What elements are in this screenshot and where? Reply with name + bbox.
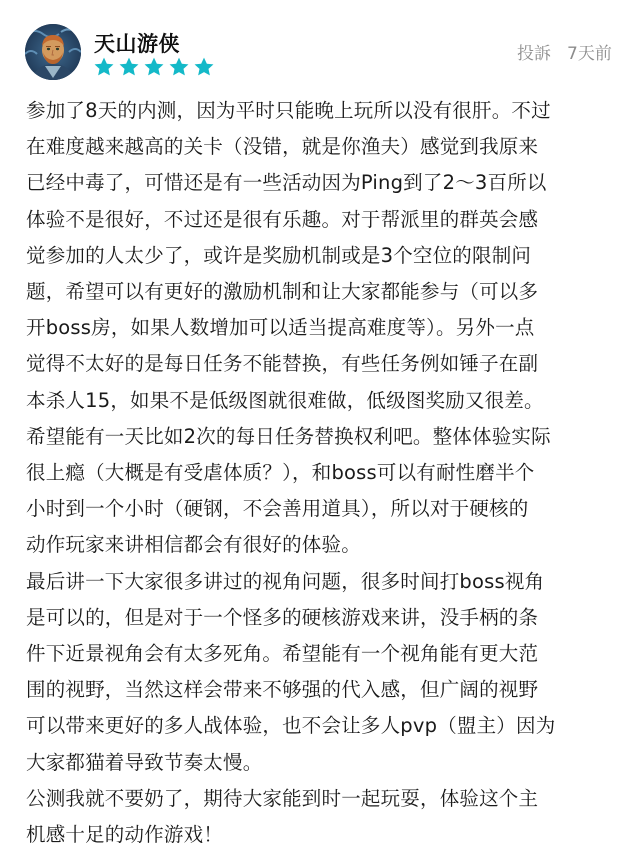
review-text [26, 93, 620, 853]
review-line: 机感十足的动作游戏！ [26, 823, 224, 847]
report-link[interactable]: 投訴 [517, 44, 551, 64]
star-icon [118, 56, 140, 78]
review-line: 小时到一个小时（硬钢，不会善用道具），所以对于硬核的 [26, 497, 529, 521]
post-time: 7天前 [567, 44, 612, 64]
review-line: 动作玩家来讲相信都会有很好的体验。 [26, 533, 361, 557]
review-line: 开boss房，如果人数增加可以适当提高难度等）。另外一点 [26, 316, 535, 340]
star-icon [93, 56, 115, 78]
review-line: 本杀人15，如果不是低级图就很难做，低级图奖励又很差。 [26, 388, 544, 412]
review-line: 很上瘾（大概是有受虐体质？），和boss可以有耐性磨半个 [26, 461, 535, 485]
review-line: 公测我就不要奶了，期待大家能到时一起玩耍，体验这个主 [26, 786, 539, 810]
star-icon [193, 56, 215, 78]
review-line: 觉得不太好的是每日任务不能替换，有些任务例如锤子在副 [26, 352, 539, 376]
review-line: 件下近景视角会有太多死角。希望能有一个视角能有更大范 [26, 642, 539, 666]
review-header [0, 0, 640, 90]
review-line: 最后讲一下大家很多讲过的视角问题，很多时间打boss视角 [26, 569, 545, 593]
review-line: 参加了8天的内测，因为平时只能晚上玩所以没有很肝。不过 [26, 99, 551, 122]
star-icon [168, 56, 190, 78]
review-line: 希望能有一天比如2次的每日任务替换权利吧。整体体验实际 [26, 424, 551, 448]
star-icon [143, 56, 165, 78]
avatar[interactable] [25, 24, 81, 80]
review-line: 题，希望可以有更好的激励机制和让大家都能参与（可以多 [26, 280, 539, 304]
review-line: 体验不是很好，不过还是很有乐趣。对于帮派里的群英会感 [26, 207, 539, 231]
review-line: 觉参加的人太少了，或许是奖励机制或是3个空位的限制问 [26, 243, 532, 267]
portrait-avatar-icon [25, 24, 81, 80]
review-line: 可以带来更好的多人战体验，也不会让多人pvp（盟主）因为 [26, 714, 556, 738]
review-line: 是可以的，但是对于一个怪多的硬核游戏来讲，没手柄的条 [26, 605, 539, 629]
review-line: 已经中毒了，可惜还是有一些活动因为Ping到了2～3百所以 [26, 171, 547, 195]
star-rating [93, 56, 215, 78]
review-line: 在难度越来越高的关卡（没错，就是你渔夫）感觉到我原来 [26, 135, 539, 159]
username[interactable]: 天山游侠 [94, 32, 180, 56]
review-line: 围的视野，当然这样会带来不够强的代入感，但广阔的视野 [26, 678, 539, 702]
review-line: 大家都猫着导致节奏太慢。 [26, 750, 263, 774]
